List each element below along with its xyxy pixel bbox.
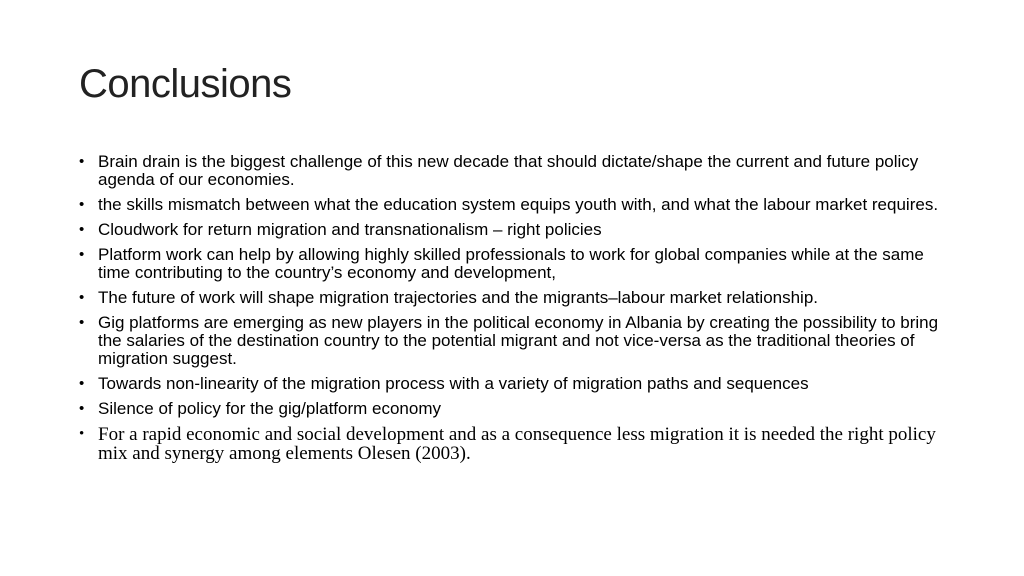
bullet-text: the skills mismatch between what the education system equips youth with, and what the labour market requires. xyxy=(98,195,939,214)
bullet-text: Brain drain is the biggest challenge of this new decade that should dictate/shape the current and future policy agenda of our economies. xyxy=(98,152,919,189)
bullet-item xyxy=(79,196,959,214)
bullet-item xyxy=(79,289,959,307)
bullet-text: The future of work will shape migration trajectories and the migrants–labour market relationship. xyxy=(98,288,819,307)
bullet-text: Gig platforms are emerging as new players in the political economy in Albania by creating the possibility to bring the salaries of the destination country to the potential migrant and not vice-versa as the traditional theories of migration suggest. xyxy=(98,313,939,368)
bullet-text: Platform work can help by allowing highly skilled professionals to work for global companies while at the same time contributing to the country’s economy and development, xyxy=(98,245,924,282)
bullet-dot: • xyxy=(79,221,85,238)
bullet-dot: • xyxy=(79,289,85,306)
bullet-dot: • xyxy=(79,375,85,392)
bullet-item xyxy=(79,425,959,463)
bullet-item xyxy=(79,400,959,418)
bullet-list xyxy=(79,153,959,470)
bullet-dot: • xyxy=(79,426,85,442)
bullet-text: For a rapid economic and social development and as a consequence less migration it is needed the right policy mix and synergy among elements Olesen (2003). xyxy=(98,424,936,464)
bullet-item xyxy=(79,221,959,239)
bullet-item xyxy=(79,375,959,393)
bullet-text: Silence of policy for the gig/platform economy xyxy=(98,399,442,418)
bullet-text: Cloudwork for return migration and transnationalism – right policies xyxy=(98,220,602,239)
bullet-dot: • xyxy=(79,314,85,331)
bullet-item xyxy=(79,153,959,189)
bullet-text: Towards non-linearity of the migration process with a variety of migration paths and sequences xyxy=(98,374,809,393)
slide-title: Conclusions xyxy=(79,62,292,106)
bullet-dot: • xyxy=(79,196,85,213)
bullet-dot: • xyxy=(79,153,85,170)
bullet-item xyxy=(79,314,959,368)
bullet-item xyxy=(79,246,959,282)
bullet-dot: • xyxy=(79,246,85,263)
bullet-dot: • xyxy=(79,400,85,417)
